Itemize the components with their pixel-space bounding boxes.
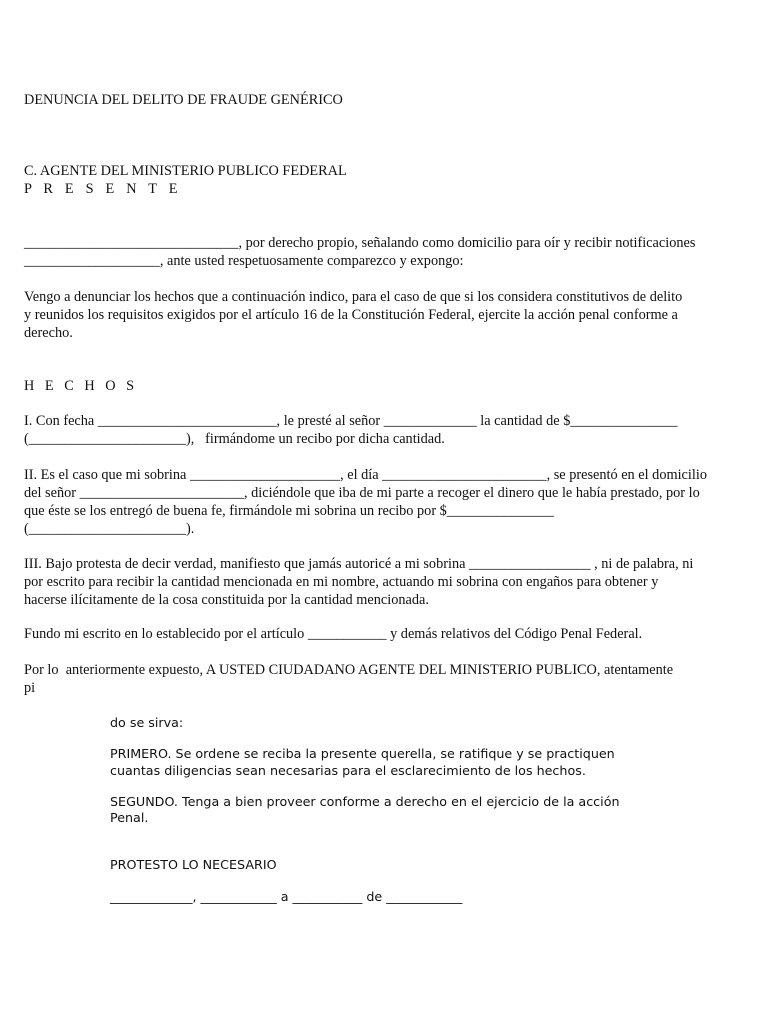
hechos-heading: H E C H O S <box>24 378 138 394</box>
document-title: DENUNCIA DEL DELITO DE FRAUDE GENÉRICO <box>24 92 343 108</box>
presente-line: P R E S E N T E <box>24 181 182 197</box>
statement-line-1: Vengo a denunciar los hechos que a continuación indico, para el caso de que si los considera constitutivos de delito <box>24 289 683 305</box>
segundo-line-1: SEGUNDO. Tenga a bien proveer conforme a derecho en el ejercicio de la acción <box>110 794 620 809</box>
peticion-line-1: Por lo anteriormente expuesto, A USTED CIUDADANO AGENTE DEL MINISTERIO PUBLICO, atentamente <box>24 662 674 678</box>
hecho-2-line-2: del señor _______________________, diciéndole que iba de mi parte a recoger el dinero que le había prestado, por lo <box>24 485 700 501</box>
hecho-3-line-2: por escrito para recibir la cantidad mencionada en mi nombre, actuando mi sobrina con engaños para obtener y <box>24 574 659 590</box>
intro-line-2: ___________________, ante usted respetuosamente comparezco y expongo: <box>24 253 464 269</box>
hecho-1-line-2: (______________________), firmándome un recibo por dicha cantidad. <box>24 431 445 447</box>
hecho-3-line-1: III. Bajo protesta de decir verdad, manifiesto que jamás autoricé a mi sobrina _________________ , ni de palabra, ni <box>24 556 694 572</box>
segundo-line-2: Penal. <box>110 810 149 825</box>
peticion-line-2: pi <box>24 680 36 696</box>
hecho-2-line-4: (______________________). <box>24 521 195 537</box>
primero-line-2: cuantas diligencias sean necesarias para el esclarecimiento de los hechos. <box>110 763 586 778</box>
pido-line: do se sirva: <box>110 715 184 730</box>
hecho-1-line-1: I. Con fecha _________________________, le presté al señor _____________ la cantidad de $_______________ <box>24 413 678 429</box>
firma-lugar-fecha-line: _____________, ____________ a ___________ de ____________ <box>110 889 463 904</box>
primero-line-1: PRIMERO. Se ordene se reciba la presente querella, se ratifique y se practiquen <box>110 746 615 761</box>
hecho-3-line-3: hacerse ilícitamente de la cosa constituida por la cantidad mencionada. <box>24 592 429 608</box>
statement-line-3: derecho. <box>24 325 73 341</box>
statement-line-2: y reunidos los requisitos exigidos por el artículo 16 de la Constitución Federal, ejercite la acción penal conforme a <box>24 307 678 323</box>
intro-line-1: ______________________________, por derecho propio, señalando como domicilio para oír y recibir notificaciones <box>24 235 696 251</box>
hecho-2-line-3: que éste se los entregó de buena fe, firmándole mi sobrina un recibo por $_______________ <box>24 503 555 519</box>
fundamento-line: Fundo mi escrito en lo establecido por el artículo ___________ y demás relativos del Código Penal Federal. <box>24 626 643 642</box>
protesto-line: PROTESTO LO NECESARIO <box>110 857 277 872</box>
hecho-2-line-1: II. Es el caso que mi sobrina _____________________, el día _______________________, se presentó en el domicilio <box>24 467 707 483</box>
addressee-line: C. AGENTE DEL MINISTERIO PUBLICO FEDERAL <box>24 163 347 179</box>
